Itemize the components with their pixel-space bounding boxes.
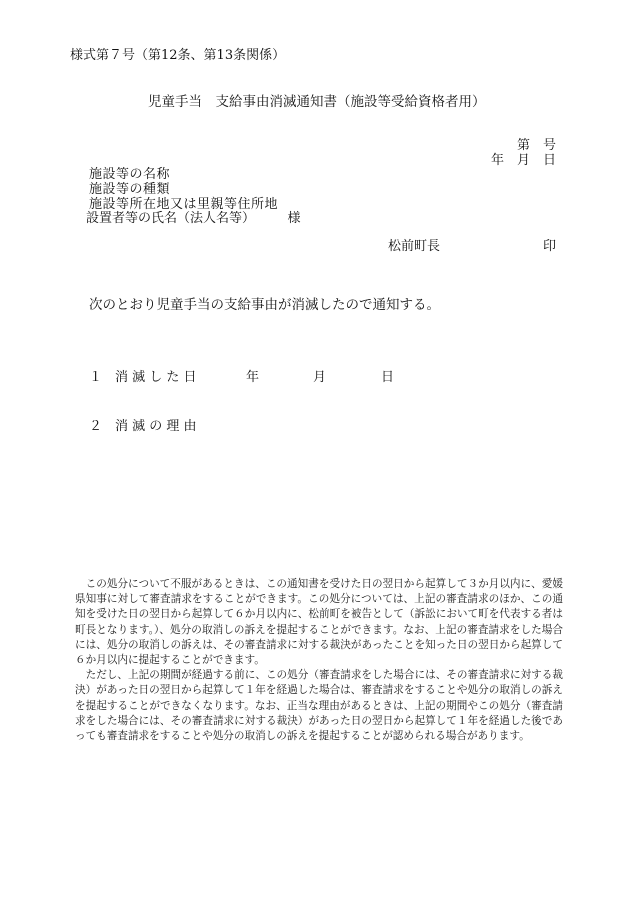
document-date: 年 月 日: [491, 153, 557, 168]
item1-label: １ 消 滅 し た 日: [89, 370, 197, 385]
notice-text: 次のとおり児童手当の支給事由が消滅したので通知する。: [89, 297, 440, 313]
appeal-instruction: [75, 577, 563, 744]
document-number: 第 号: [517, 138, 557, 153]
facility-address-label: 施設等所在地又は里親等住所地: [89, 197, 279, 212]
seal-mark: 印: [543, 239, 557, 254]
item1-month: 月: [313, 370, 327, 385]
facility-name-label: 施設等の名称: [89, 167, 171, 182]
item2-label: ２ 消 滅 の 理 由: [89, 419, 197, 434]
form-number: 様式第７号（第12条、第13条関係）: [70, 48, 286, 63]
item1-day: 日: [381, 370, 395, 385]
instruction-paragraph-1: この処分について不服があるときは、この通知書を受けた日の翌日から起算して３か月以内に、愛媛県知事に対して審査請求をすることができます。この処分については、上記の審査請求のほか、この通知を受けた日の翌日から起算して６か月以内に、松前町を被告として（訴訟において町を代表する者は町長となります。）、処分の取消しの訴えを提起することができます。なお、上記の審査請求をした場合には、処分の取消しの訴えは、その審査請求に対する裁決があったことを知った日の翌日から起算して６か月以内に提起することができます。: [75, 578, 563, 667]
instruction-paragraph-2: ただし、上記の期間が経過する前に、この処分（審査請求をした場合には、その審査請求に対する裁決）があった日の翌日から起算して１年を経過した場合は、審査請求をすることや処分の取消しの訴えを提起することができなくなります。なお、正当な理由があるときは、上記の期間やこの処分（審査請求をした場合には、その審査請求に対する裁決）があった日の翌日から起算して１年を経過した後であっても審査請求をすることや処分の取消しの訴えを提起することが認められる場合があります。: [75, 669, 563, 743]
founder-name-label: 設置者等の氏名（法人名等） 様: [86, 211, 301, 226]
item1-year: 年: [246, 370, 260, 385]
document-title: 児童手当 支給事由消滅通知書（施設等受給資格者用）: [148, 94, 486, 110]
issuer-name: 松前町長: [388, 239, 441, 254]
facility-type-label: 施設等の種類: [89, 182, 171, 197]
